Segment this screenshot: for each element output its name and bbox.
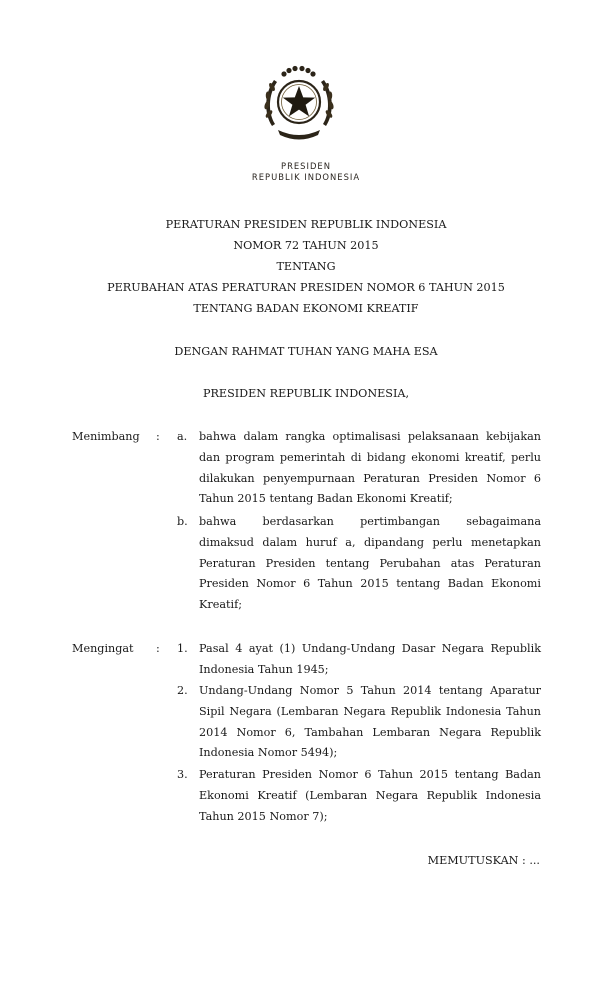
mengingat-item-2 — [199, 681, 541, 764]
garuda-emblem-icon — [258, 64, 340, 144]
mengingat-1-line: Pasal 4 ayat (1) Undang-Undang Dasar Negara Republik — [199, 642, 541, 655]
mengingat-3-line: Peraturan Presiden Nomor 6 Tahun 2015 tentang Badan — [199, 768, 541, 781]
regulation-tentang: TENTANG — [276, 260, 336, 273]
preamble-president: PRESIDEN REPUBLIK INDONESIA, — [202, 387, 410, 400]
mengingat-2-line: Sipil Negara (Lembaran Negara Republik Indonesia Tahun — [199, 704, 541, 718]
continuation-marker: MEMUTUSKAN : ... — [427, 854, 540, 867]
regulation-subject-line1: PERUBAHAN ATAS PERATURAN PRESIDEN NOMOR 6 TAHUN 2015 — [107, 281, 505, 294]
regulation-title: PERATURAN PRESIDEN REPUBLIK INDONESIA — [165, 218, 447, 231]
menimbang-marker-a: a. — [177, 430, 188, 443]
menimbang-label: Menimbang — [72, 430, 140, 443]
menimbang-a-line: dilakukan penyempurnaan Peraturan Presiden Nomor 6 — [199, 471, 541, 485]
mengingat-colon: : — [156, 642, 160, 655]
regulation-number: NOMOR 72 TAHUN 2015 — [233, 239, 379, 252]
preamble-grace: DENGAN RAHMAT TUHAN YANG MAHA ESA — [174, 345, 438, 358]
mengingat-marker-1: 1. — [177, 642, 188, 655]
menimbang-colon: : — [156, 430, 160, 443]
menimbang-b-line: Peraturan Presiden tentang Perubahan atas Peraturan — [199, 556, 541, 570]
menimbang-b-line: dimaksud dalam huruf a, dipandang perlu menetapkan — [199, 535, 541, 549]
menimbang-b-line: Presiden Nomor 6 Tahun 2015 tentang Badan Ekonomi — [199, 577, 541, 591]
mengingat-2-line: Undang-Undang Nomor 5 Tahun 2014 tentang Aparatur — [199, 684, 541, 697]
mengingat-item-1 — [199, 639, 541, 681]
mengingat-label: Mengingat — [72, 642, 134, 655]
mengingat-2-line: Indonesia Nomor 5494); — [199, 746, 338, 760]
garuda-emblem-graphic — [258, 64, 340, 144]
menimbang-item-b — [199, 512, 541, 616]
menimbang-b-line: Kreatif; — [199, 598, 242, 612]
regulation-subject-line2: TENTANG BADAN EKONOMI KREATIF — [193, 302, 419, 315]
mengingat-3-line: Ekonomi Kreatif (Lembaran Negara Republik Indonesia — [199, 788, 541, 802]
org-line-republik-indonesia: REPUBLIK INDONESIA — [251, 172, 361, 182]
mengingat-marker-3: 3. — [177, 768, 188, 781]
mengingat-item-3 — [199, 765, 541, 827]
mengingat-marker-2: 2. — [177, 684, 188, 697]
org-line-presiden: PRESIDEN — [281, 161, 331, 171]
menimbang-a-line: dan program pemerintah di bidang ekonomi kreatif, perlu — [199, 450, 541, 464]
menimbang-a-line: bahwa dalam rangka optimalisasi pelaksanaan kebijakan — [199, 430, 541, 443]
menimbang-b-line: bahwa berdasarkan pertimbangan sebagaimana — [199, 515, 541, 528]
mengingat-2-line: 2014 Nomor 6, Tambahan Lembaran Negara Republik — [199, 725, 541, 739]
mengingat-3-line: Tahun 2015 Nomor 7); — [199, 809, 328, 823]
menimbang-a-line: Tahun 2015 tentang Badan Ekonomi Kreatif; — [199, 492, 453, 506]
menimbang-marker-b: b. — [177, 515, 188, 528]
menimbang-item-a — [199, 427, 541, 510]
mengingat-1-line: Indonesia Tahun 1945; — [199, 662, 329, 676]
